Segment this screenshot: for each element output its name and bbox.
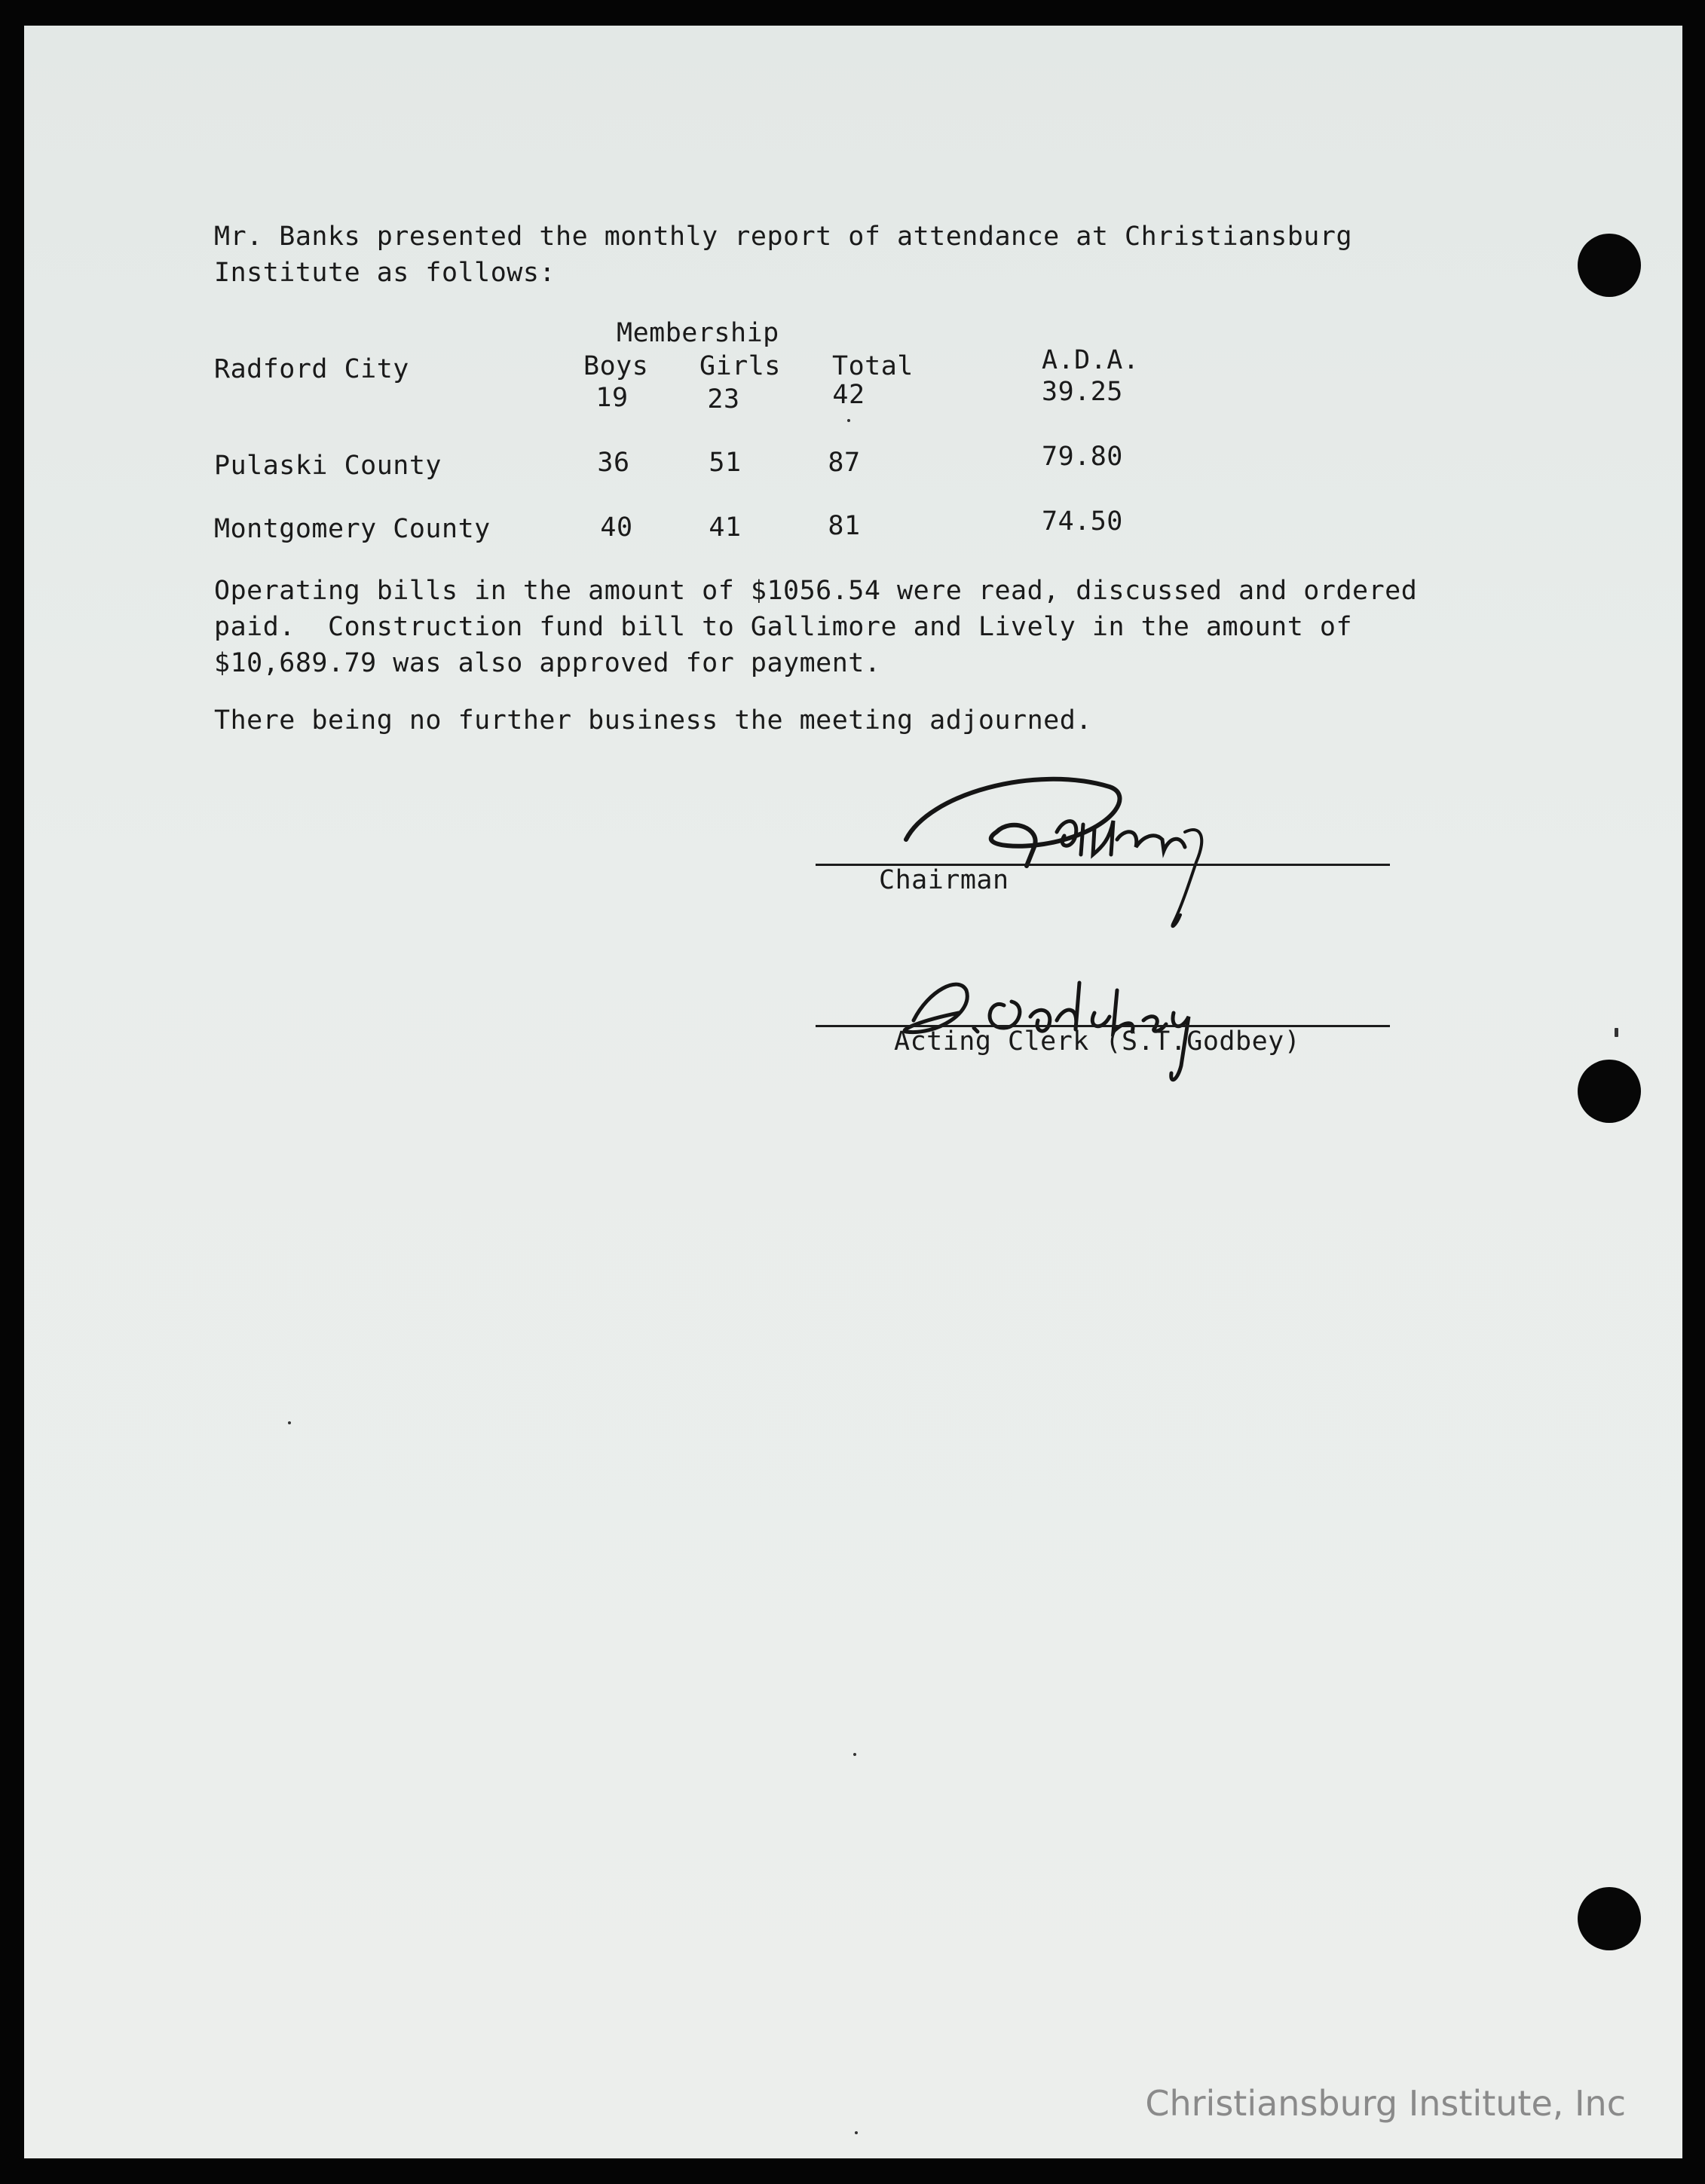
membership-group-header: Membership	[617, 318, 779, 348]
table-cell-boys: 19	[595, 383, 629, 413]
table-cell-boys: 36	[597, 448, 630, 478]
intro-line-2: Institute as follows:	[214, 258, 556, 288]
punch-hole-top	[1578, 234, 1641, 297]
table-cell-girls: 41	[709, 512, 742, 543]
paper-speck	[847, 419, 850, 422]
table-cell-ada: 74.50	[1042, 506, 1123, 537]
closing-line: There being no further business the meeting adjourned.	[214, 705, 1092, 736]
table-row-name: Montgomery County	[214, 514, 491, 544]
table-cell-girls: 51	[709, 448, 742, 478]
bills-line-3: $10,689.79 was also approved for payment.	[214, 648, 881, 678]
column-header-boys: Boys	[583, 351, 649, 381]
punch-hole-bottom	[1578, 1887, 1641, 1950]
chairman-label: Chairman	[879, 865, 1009, 895]
table-cell-total: 42	[832, 380, 865, 410]
table-cell-ada: 39.25	[1042, 377, 1123, 407]
paper-speck	[853, 1753, 856, 1756]
table-row-name: Pulaski County	[214, 451, 442, 481]
bills-line-2: paid. Construction fund bill to Gallimore and Lively in the amount of	[214, 612, 1353, 642]
chairman-signature	[883, 764, 1275, 945]
intro-line-1: Mr. Banks presented the monthly report of attendance at Christiansburg	[214, 222, 1353, 252]
document-page	[24, 26, 1682, 2158]
clerk-label: Acting Clerk (S.T.Godbey)	[894, 1026, 1301, 1057]
paper-speck	[288, 1421, 291, 1424]
bills-line-1: Operating bills in the amount of $1056.54 were read, discussed and ordered	[214, 576, 1418, 606]
column-header-total: Total	[832, 351, 914, 381]
table-cell-total: 87	[828, 448, 861, 478]
table-cell-girls: 23	[707, 384, 740, 414]
table-row-name: Radford City	[214, 354, 409, 384]
column-header-ada: A.D.A.	[1042, 345, 1140, 375]
table-cell-total: 81	[828, 511, 861, 541]
bills-paragraph	[214, 573, 1417, 681]
watermark-text: Christiansburg Institute, Inc	[1145, 2083, 1626, 2124]
punch-hole-middle	[1578, 1060, 1641, 1123]
table-cell-ada: 79.80	[1042, 442, 1123, 472]
table-cell-boys: 40	[600, 512, 633, 543]
intro-paragraph	[214, 219, 1352, 291]
paper-speck	[1615, 1028, 1618, 1037]
column-header-girls: Girls	[699, 351, 781, 381]
paper-speck	[855, 2131, 858, 2134]
